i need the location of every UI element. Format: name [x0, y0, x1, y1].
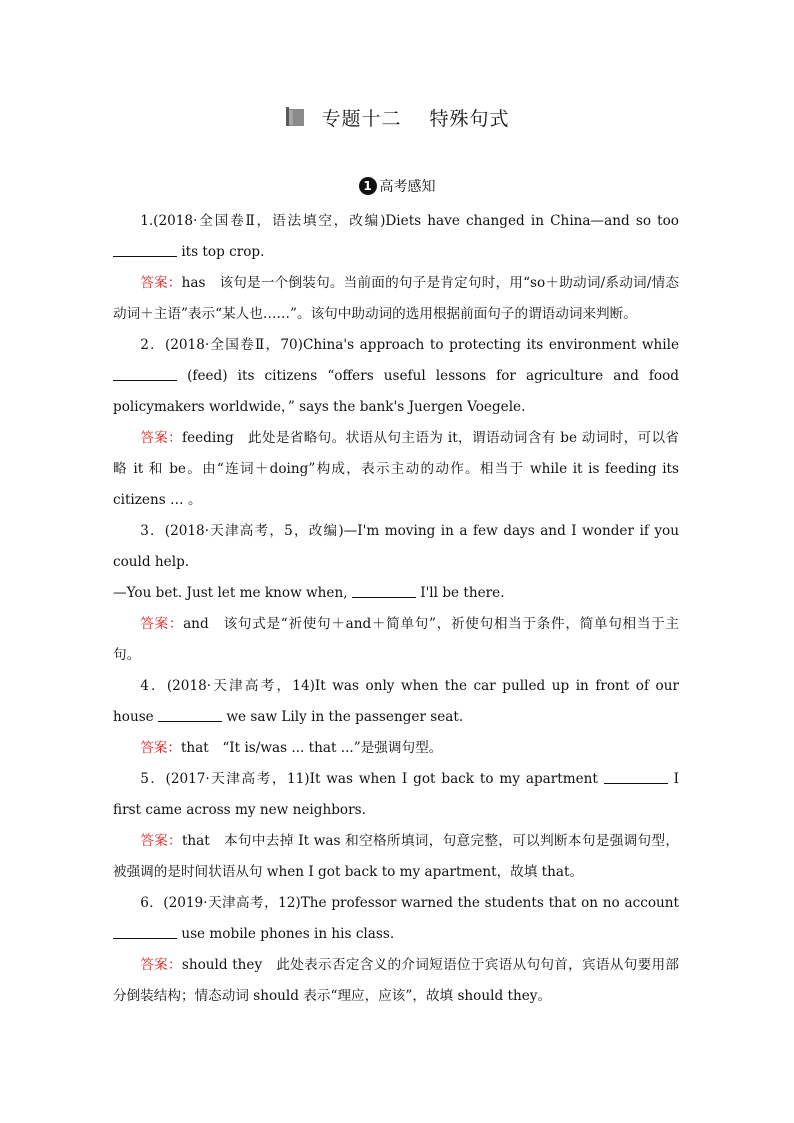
- question-4: 4．(2018·天津高考，14)It was only when the car pulled up in front of our house we saw Lily in the passenger seat.: [113, 678, 679, 725]
- question-5: 5．(2017·天津高考，11)It was when I got back to my apartment I first came across my new neighbors.: [113, 771, 679, 818]
- answer-label: 答案：: [140, 957, 182, 973]
- answer-label: 答案：: [140, 833, 182, 849]
- question-3: 3．(2018·天津高考，5，改编)—I'm moving in a few days and I wonder if you could help.: [113, 523, 679, 570]
- section-number-badge: 1: [359, 177, 377, 195]
- answer-1: 答案：has 该句是一个倒装句。当前面的句子是肯定句时，用“so＋助动词/系动词/情态动词＋主语”表示“某人也……”。该句中助动词的选用根据前面句子的谓语动词来判断。: [113, 275, 680, 322]
- page-title: [0, 104, 794, 133]
- answer-3: 答案：and 该句式是“祈使句＋and＋简单句”，祈使句相当于条件，简单句相当于主句。: [113, 616, 679, 663]
- answer-label: 答案：: [140, 430, 183, 446]
- answer-blank: [352, 584, 416, 598]
- answer-label: 答案：: [140, 616, 184, 632]
- question-2: 2．(2018·全国卷Ⅱ，70)China's approach to protecting its environment while (feed) its citizens “offers useful lessons for agriculture and food policymakers worldwide，” says the bank's Juergen Voegele.: [113, 337, 679, 415]
- answer-blank: [113, 243, 177, 257]
- answer-label: 答案：: [140, 740, 181, 756]
- section-heading: [0, 176, 794, 196]
- answer-blank: [113, 925, 177, 939]
- answer-blank: [113, 367, 177, 381]
- section-title: 高考感知: [379, 179, 436, 195]
- answer-6: 答案：should they 此处表示否定含义的介词短语位于宾语从句句首，宾语从句要用部分倒装结构；情态动词 should 表示“理应，应该”，故填 should they。: [113, 957, 679, 1004]
- question-3-dialogue: —You bet. Just let me know when, I'll be there.: [113, 585, 505, 601]
- book-icon: [284, 106, 306, 133]
- question-6: 6．(2019·天津高考，12)The professor warned the students that on no account use mobile phones in his class.: [113, 888, 679, 950]
- answer-label: 答案：: [140, 275, 182, 291]
- answer-2: 答案：feeding 此处是省略句。状语从句主语为 it，谓语动词含有 be 动词时，可以省略 it 和 be。由“连词＋doing”构成，表示主动的动作。相当于 while it is feeding its citizens … 。: [113, 430, 679, 508]
- question-list: [113, 206, 679, 1012]
- answer-4: 答案：that “It is/was ... that ...”是强调句型。: [140, 740, 443, 756]
- answer-blank: [158, 708, 222, 722]
- answer-blank: [604, 770, 668, 784]
- question-1: 1.(2018·全国卷Ⅱ，语法填空，改编)Diets have changed in China—and so too its top crop.: [113, 206, 679, 268]
- title-subject: 特殊句式: [429, 108, 510, 130]
- title-topic: 专题十二: [321, 108, 402, 130]
- answer-5: 答案：that 本句中去掉 It was 和空格所填词，句意完整，可以判断本句是强调句型，被强调的是时间状语从句 when I got back to my apartment，故填 that。: [113, 833, 680, 880]
